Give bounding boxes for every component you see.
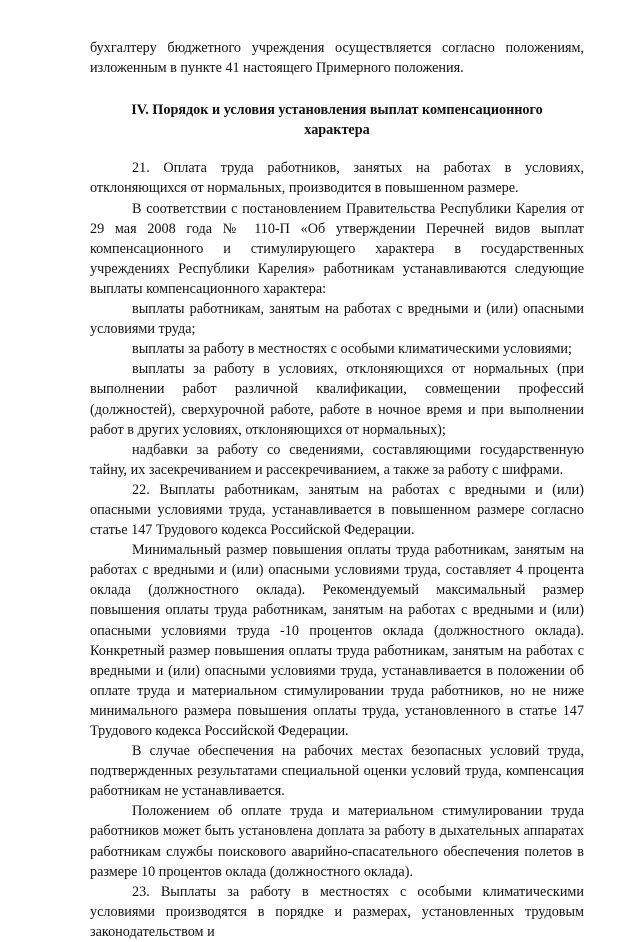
list-item-state-secret: надбавки за работу со сведениями, составляющими государственную тайну, их засекречиванием и рассекречиванием, а также за работу с шифрами. — [90, 441, 584, 478]
paragraph-breathing-apparatus: Положением об оплате труда и материальном стимулировании труда работников может быть установлена доплата за работу в дыхательных аппаратах работникам службы поискового аварийно-спасательного обеспечения полетов в размере 10 процентов оклада (должностного оклада). — [90, 803, 584, 880]
paragraph-22: 22. Выплаты работникам, занятым на работах с вредными и (или) опасными условиями труда, устанавливается в повышенном размере согласно статье 147 Трудового кодекса Российской Федерации. — [90, 481, 584, 539]
section-title-line1: IV. Порядок и условия установления выплат компенсационного — [131, 102, 543, 119]
paragraph-resolution: В соответствии с постановлением Правительства Республики Карелия от 29 мая 2008 года № 110-П «Об утверждении Перечней видов выплат компенсационного и стимулирующего характера в государственных учреждениях Республики Карелия» работникам устанавливаются следующие выплаты компенсационного характера: — [90, 200, 584, 297]
list-item-climate: выплаты за работу в местностях с особыми климатическими условиями; — [132, 341, 572, 358]
section-title — [90, 78, 584, 158]
list-item-abnormal-conditions: выплаты за работу в условиях, отклоняющихся от нормальных (при выполнении работ различной квалификации, совмещении профессий (должностей), сверхурочной работе, работе в ночное время и при выполнении работ в других условиях, отклоняющихся от нормальных); — [90, 361, 584, 438]
section-title-line2: характера — [304, 122, 370, 139]
paragraph-continuation: бухгалтеру бюджетного учреждения осуществляется согласно положениям, изложенным в пункте 41 настоящего Примерного положения. — [90, 40, 584, 77]
list-item-hazardous: выплаты работникам, занятым на работах с вредными и (или) опасными условиями труда; — [90, 301, 584, 338]
paragraph-21: 21. Оплата труда работников, занятых на работах в условиях, отклоняющихся от нормальных, производится в повышенном размере. — [90, 160, 584, 197]
paragraph-safe-conditions: В случае обеспечения на рабочих местах безопасных условий труда, подтвержденных результатами специальной оценки условий труда, компенсация работникам не устанавливается. — [90, 743, 584, 800]
paragraph-minimum-size: Минимальный размер повышения оплаты труда работникам, занятым на работах с вредными и (или) опасными условиями труда, составляет 4 процента оклада (должностного оклада). Рекомендуемый максимальный размер повышения оплаты труда работникам, занятым на работах с вредными и (или) опасными условиями труда -10 процентов оклада (должностного оклада). Конкретный размер повышения оплаты труда работникам, занятым на работах с вредными и (или) опасными условиями труда, устанавливается в положении об оплате труда и материальном стимулировании труда работников, но не ниже минимального размера повышения оплаты труда, установленного в статье 147 Трудового кодекса Российской Федерации. — [90, 542, 584, 739]
paragraph-23: 23. Выплаты за работу в местностях с особыми климатическими условиями производятся в порядке и размерах, установленных трудовым законодательством и — [90, 883, 584, 940]
